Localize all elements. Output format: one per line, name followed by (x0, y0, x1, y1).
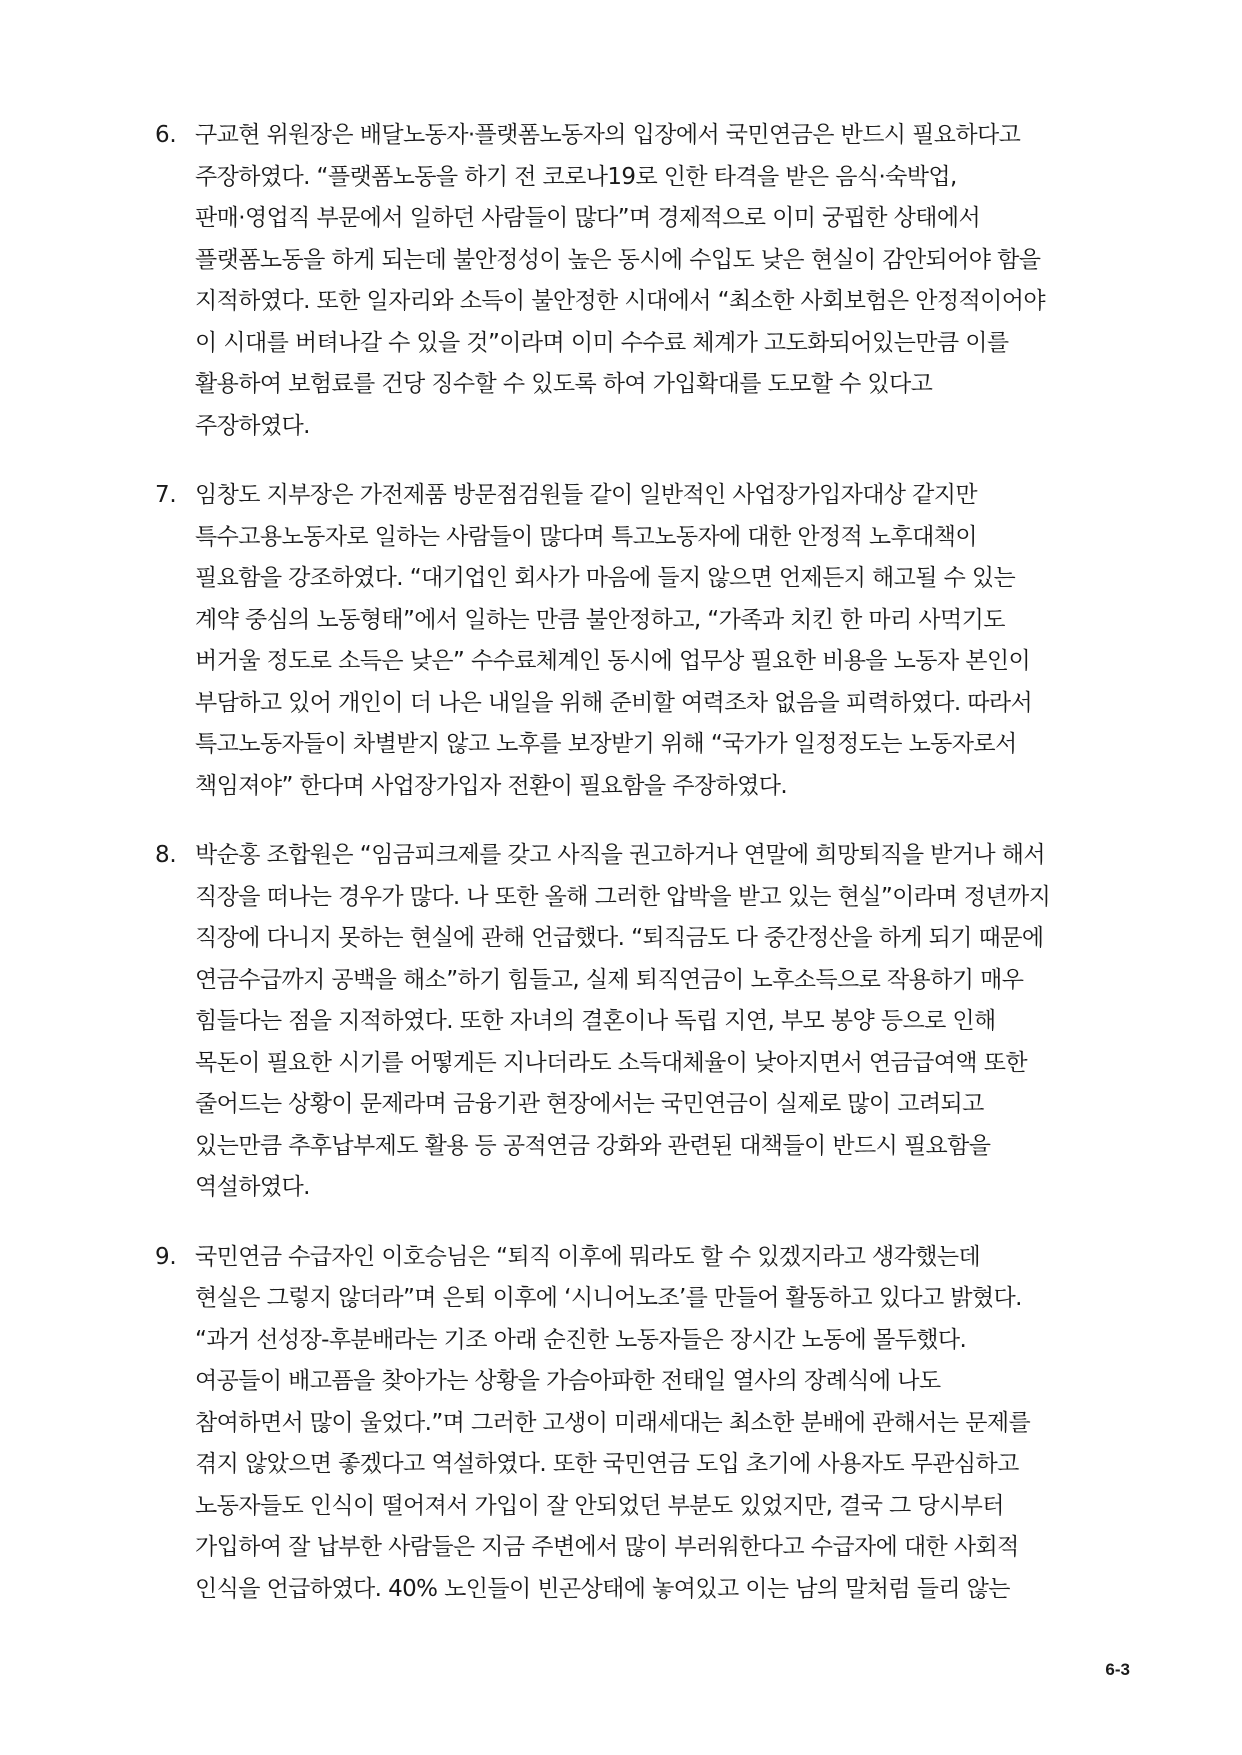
text-line: 연금수급까지 공백을 해소”하기 힘들고, 실제 퇴직연금이 노후소득으로 작용하기 매우 (195, 966, 1024, 993)
text-line: 국민연금 수급자인 이호승님은 “퇴직 이후에 뭐라도 할 수 있겠지라고 생각했는데 (195, 1243, 981, 1270)
paragraph-number: 7. (155, 482, 177, 508)
text-line: 필요함을 강조하였다. “대기업인 회사가 마음에 들지 않으면 언제든지 해고될 수 있는 (195, 565, 1016, 591)
text-line: 플랫폼노동을 하게 되는데 불안정성이 높은 동시에 수입도 낮은 현실이 감안되어야 함을 (195, 246, 1041, 273)
page-number: 6-3 (1105, 1660, 1130, 1679)
text-line: 참여하면서 많이 울었다.”며 그러한 고생이 미래세대는 최소한 분배에 관해서는 문제를 (195, 1409, 1031, 1436)
text-line: 현실은 그렇지 않더라”며 은퇴 이후에 ‘시니어노조’를 만들어 활동하고 있다고 밝혔다. (195, 1285, 1022, 1311)
text-line: 줄어드는 상황이 문제라며 금융기관 현장에서는 국민연금이 실제로 많이 고려되고 (195, 1091, 984, 1117)
paragraph-text (195, 835, 1155, 1209)
text-line: 주장하였다. (195, 412, 310, 439)
text-line: 임창도 지부장은 가전제품 방문점검원들 같이 일반적인 사업장가입자대상 같지만 (195, 482, 977, 508)
paragraph-number: 8. (155, 842, 177, 868)
text-line: 목돈이 필요한 시기를 어떻게든 지나더라도 소득대체율이 낮아지면서 연금급여액 또한 (195, 1049, 1027, 1076)
paragraph-number: 9. (155, 1243, 177, 1270)
text-line: 특고노동자들이 차별받지 않고 노후를 보장받기 위해 “국가가 일정정도는 노동자로서 (195, 731, 1017, 757)
text-line: 겪지 않았으면 좋겠다고 역설하였다. 또한 국민연금 도입 초기에 사용자도 무관심하고 (195, 1451, 1019, 1477)
text-line: 지적하였다. 또한 일자리와 소득이 불안정한 시대에서 “최소한 사회보험은 안정적이어야 (195, 288, 1045, 314)
paragraph-text (195, 475, 1155, 807)
text-line: 활용하여 보험료를 건당 징수할 수 있도록 하여 가입확대를 도모할 수 있다고 (195, 371, 933, 397)
numbered-paragraph-list (155, 115, 1155, 1638)
text-line: 가입하여 잘 납부한 사람들은 지금 주변에서 많이 부러워한다고 수급자에 대한 사회적 (195, 1534, 1019, 1560)
paragraph-item (155, 1237, 1155, 1611)
text-line: 노동자들도 인식이 떨어져서 가입이 잘 안되었던 부분도 있었지만, 결국 그 당시부터 (195, 1492, 1004, 1519)
text-line: 특수고용노동자로 일하는 사람들이 많다며 특고노동자에 대한 안정적 노후대책이 (195, 523, 977, 550)
text-line: 부담하고 있어 개인이 더 나은 내일을 위해 준비할 여력조차 없음을 피력하였다. 따라서 (195, 689, 1033, 716)
text-line: “과거 선성장-후분배라는 기조 아래 순진한 노동자들은 장시간 노동에 몰두했다. (195, 1326, 967, 1353)
text-line: 박순홍 조합원은 “임금피크제를 갖고 사직을 권고하거나 연말에 희망퇴직을 받거나 해서 (195, 842, 1045, 868)
text-line: 구교현 위원장은 배달노동자·플랫폼노동자의 입장에서 국민연금은 반드시 필요하다고 (195, 122, 1021, 148)
text-line: 여공들이 배고픔을 찾아가는 상황을 가슴아파한 전태일 열사의 장례식에 나도 (195, 1368, 941, 1394)
text-line: 버거울 정도로 소득은 낮은” 수수료체계인 동시에 업무상 필요한 비용을 노동자 본인이 (195, 648, 1031, 674)
text-line: 주장하였다. “플랫폼노동을 하기 전 코로나19로 인한 타격을 받은 음식·숙박업, (195, 163, 957, 190)
text-line: 힘들다는 점을 지적하였다. 또한 자녀의 결혼이나 독립 지연, 부모 봉양 등으로 인해 (195, 1008, 996, 1034)
paragraph-text (195, 1237, 1155, 1611)
text-line: 직장에 다니지 못하는 현실에 관해 언급했다. “퇴직금도 다 중간정산을 하게 되기 때문에 (195, 925, 1044, 951)
text-line: 이 시대를 버텨나갈 수 있을 것”이라며 이미 수수료 체계가 고도화되어있는만큼 이를 (195, 329, 1009, 356)
paragraph-item (155, 475, 1155, 807)
text-line: 책임져야” 한다며 사업장가입자 전환이 필요함을 주장하였다. (195, 772, 788, 799)
paragraph-item (155, 835, 1155, 1209)
text-line: 계약 중심의 노동형태”에서 일하는 만큼 불안정하고, “가족과 치킨 한 마리 사먹기도 (195, 606, 1005, 633)
text-line: 직장을 떠나는 경우가 많다. 나 또한 올해 그러한 압박을 받고 있는 현실”이라며 정년까지 (195, 883, 1051, 910)
paragraph-item (155, 115, 1155, 447)
text-line: 있는만큼 추후납부제도 활용 등 공적연금 강화와 관련된 대책들이 반드시 필요함을 (195, 1132, 991, 1159)
text-line: 인식을 언급하였다. 40% 노인들이 빈곤상태에 놓여있고 이는 남의 말처럼 들리 않는 (195, 1575, 1010, 1602)
text-line: 역설하였다. (195, 1174, 310, 1200)
paragraph-text (195, 115, 1155, 447)
text-line: 판매·영업직 부문에서 일하던 사람들이 많다”며 경제적으로 이미 궁핍한 상태에서 (195, 205, 981, 231)
paragraph-number: 6. (155, 122, 177, 148)
